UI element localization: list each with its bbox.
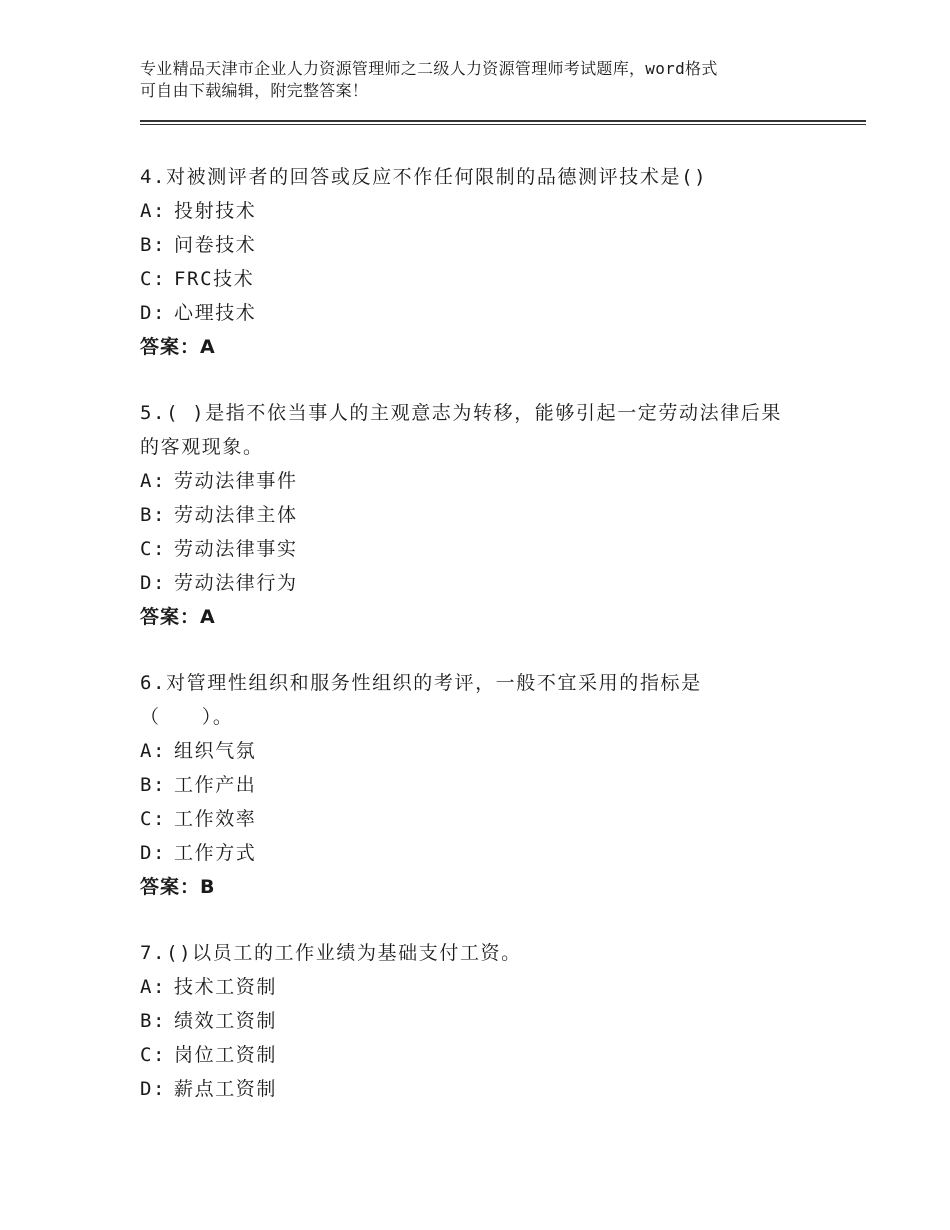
question-stem-line: 6.对管理性组织和服务性组织的考评，一般不宜采用的指标是 (140, 672, 702, 694)
option-text: 劳动法律主体 (174, 504, 298, 526)
option-key: D: (140, 1078, 167, 1100)
option-text: 工作产出 (174, 774, 257, 796)
question-stem-line: 的客观现象。 (140, 436, 264, 458)
header-line-1: 专业精品天津市企业人力资源管理师之二级人力资源管理师考试题库，word格式 (140, 59, 718, 78)
question-stem (140, 160, 840, 194)
question-stem-line: 7.()以员工的工作业绩为基础支付工资。 (140, 942, 522, 964)
option-text: 绩效工资制 (174, 1010, 278, 1032)
answer-option (140, 734, 840, 768)
answer-option (140, 836, 840, 870)
question-block (140, 666, 840, 904)
question-stem-line: 4.对被测评者的回答或反应不作任何限制的品德测评技术是() (140, 166, 708, 188)
option-text: 劳动法律事件 (174, 470, 298, 492)
option-key: D: (140, 302, 167, 324)
question-stem (140, 666, 840, 734)
answer-key: 答案：A (140, 336, 216, 358)
option-text: 工作方式 (174, 842, 257, 864)
option-key: C: (140, 538, 167, 560)
option-text: 问卷技术 (174, 234, 257, 256)
answer-option (140, 532, 840, 566)
answer-option (140, 1004, 840, 1038)
answer-option (140, 802, 840, 836)
header-divider-thick (140, 120, 866, 122)
option-key: D: (140, 572, 167, 594)
question-stem-line: （ ）。 (140, 706, 234, 728)
option-key: B: (140, 774, 167, 796)
answer-option (140, 1072, 840, 1106)
option-key: B: (140, 234, 167, 256)
option-key: B: (140, 1010, 167, 1032)
option-text: 投射技术 (174, 200, 257, 222)
option-key: C: (140, 268, 167, 290)
question-block (140, 936, 840, 1106)
question-stem-line: 5.( )是指不依当事人的主观意志为转移，能够引起一定劳动法律后果 (140, 402, 782, 424)
question-block (140, 396, 840, 634)
option-key: A: (140, 740, 167, 762)
answer-option (140, 768, 840, 802)
option-key: B: (140, 504, 167, 526)
document-header (140, 58, 820, 102)
answer-option (140, 498, 840, 532)
answer-option (140, 296, 840, 330)
option-text: FRC技术 (174, 268, 255, 290)
option-key: C: (140, 808, 167, 830)
answer-option (140, 464, 840, 498)
answer-option (140, 1038, 840, 1072)
option-key: C: (140, 1044, 167, 1066)
option-text: 心理技术 (174, 302, 257, 324)
answer-option (140, 194, 840, 228)
question-block (140, 160, 840, 364)
answer-option (140, 228, 840, 262)
option-key: D: (140, 842, 167, 864)
answer-option (140, 262, 840, 296)
option-text: 岗位工资制 (174, 1044, 278, 1066)
header-divider-thin (140, 124, 866, 125)
option-text: 组织气氛 (174, 740, 257, 762)
option-text: 薪点工资制 (174, 1078, 278, 1100)
option-text: 工作效率 (174, 808, 257, 830)
question-list (140, 160, 840, 1138)
question-stem (140, 396, 840, 464)
answer-option (140, 566, 840, 600)
option-text: 劳动法律行为 (174, 572, 298, 594)
option-key: A: (140, 470, 167, 492)
answer-key: 答案：B (140, 876, 216, 898)
question-stem (140, 936, 840, 970)
answer-key: 答案：A (140, 606, 216, 628)
option-key: A: (140, 200, 167, 222)
option-key: A: (140, 976, 167, 998)
option-text: 技术工资制 (174, 976, 278, 998)
header-line-2: 可自由下载编辑，附完整答案！ (140, 81, 369, 100)
option-text: 劳动法律事实 (174, 538, 298, 560)
answer-option (140, 970, 840, 1004)
